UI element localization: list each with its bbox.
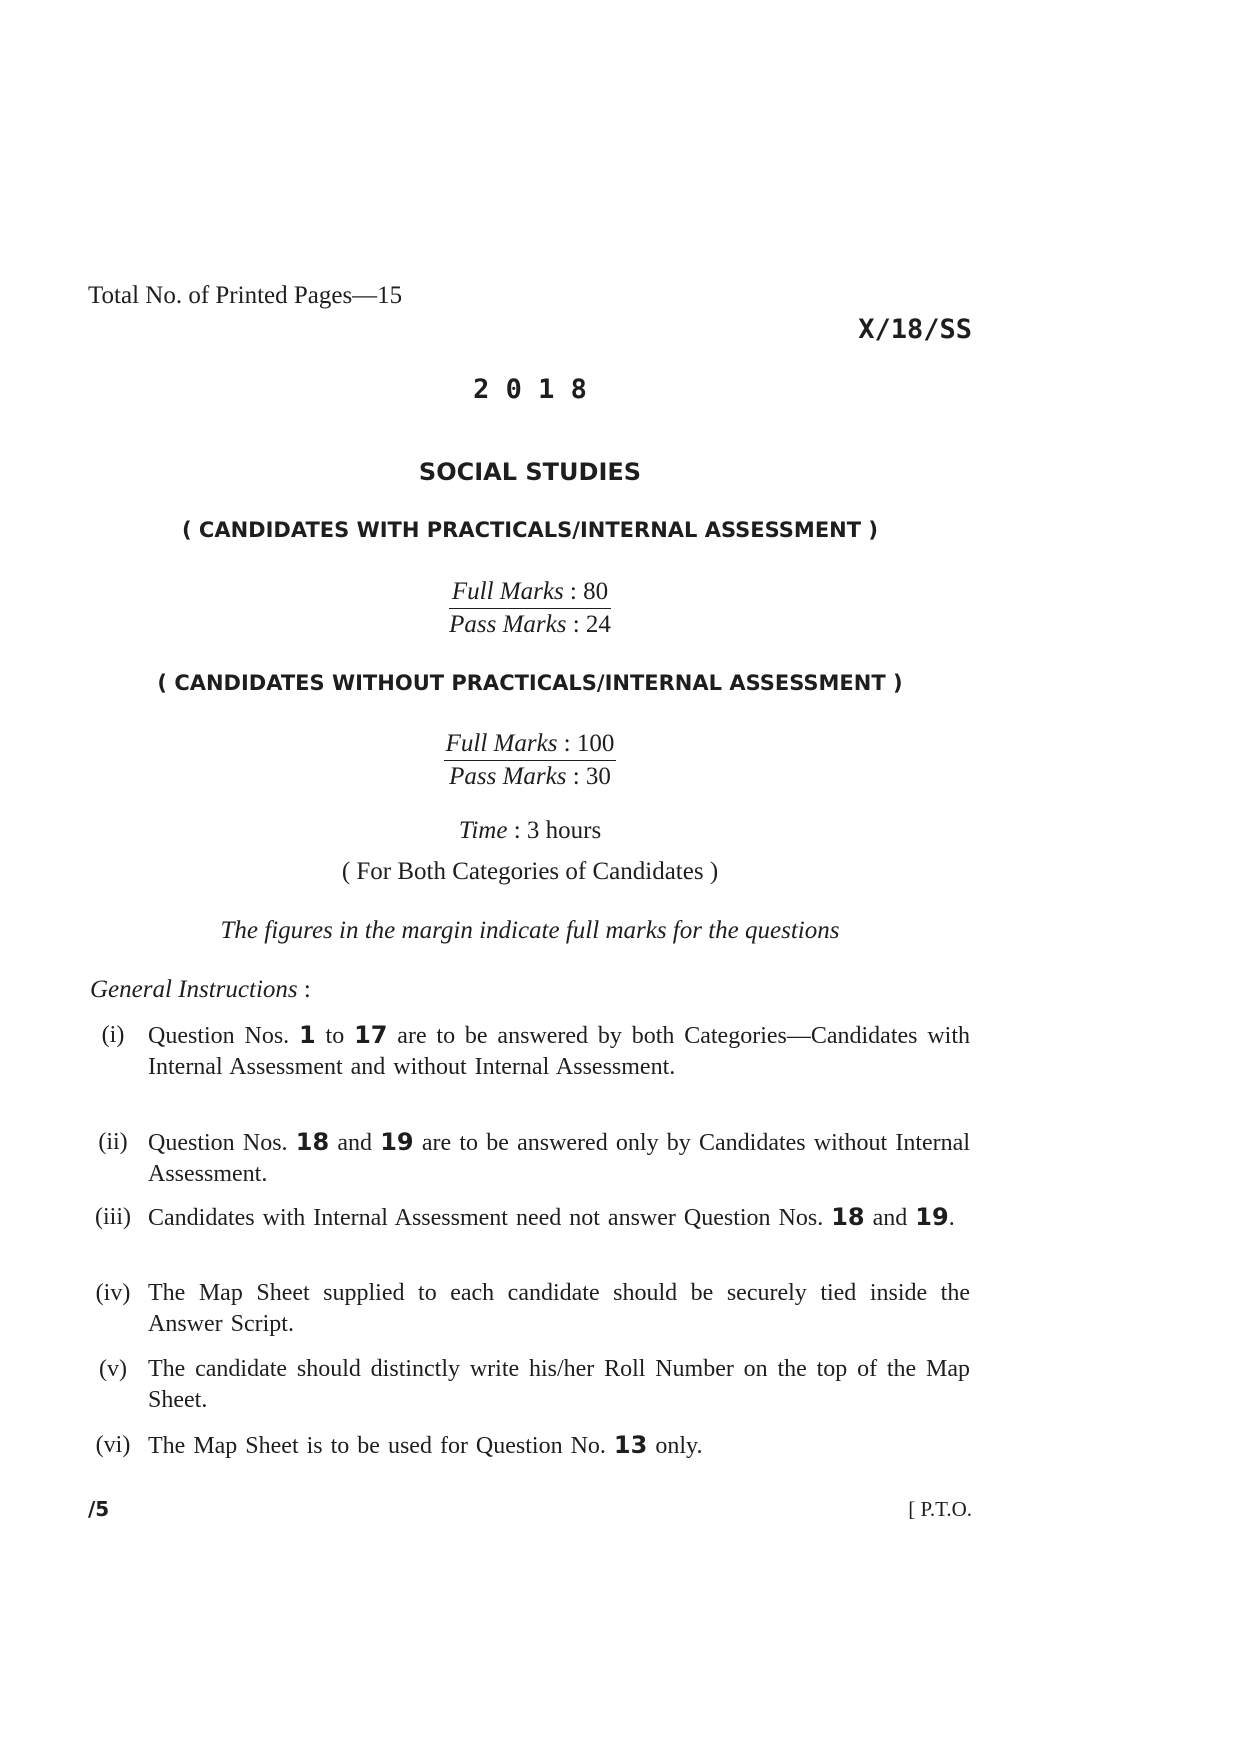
full-marks-80: Full Marks : 80 xyxy=(449,576,611,609)
instruction-text-segment: Question Nos. xyxy=(148,1130,296,1156)
category-without-heading: ( CANDIDATES WITHOUT PRACTICALS/INTERNAL ASSESSMENT ) xyxy=(157,671,903,695)
instruction-number: (iv) xyxy=(95,1280,131,1306)
instruction-text xyxy=(148,1020,970,1083)
category-with-heading: ( CANDIDATES WITH PRACTICALS/INTERNAL ASSESSMENT ) xyxy=(182,518,878,542)
instruction-number: (iii) xyxy=(95,1204,131,1230)
instruction-item xyxy=(90,1202,970,1234)
instruction-text xyxy=(148,1202,970,1234)
instruction-text-segment: Question Nos. xyxy=(148,1023,300,1049)
margin-note: The figures in the margin indicate full marks for the questions xyxy=(220,917,840,944)
subject-title: SOCIAL STUDIES xyxy=(418,458,642,486)
total-printed-pages: Total No. of Printed Pages—15 xyxy=(88,282,403,309)
instruction-item xyxy=(90,1354,970,1416)
category-with-marks xyxy=(0,576,1060,641)
instruction-number: (i) xyxy=(101,1022,125,1048)
full-marks-100: Full Marks : 100 xyxy=(444,728,617,761)
pass-marks-30: Pass Marks : 30 xyxy=(449,763,611,790)
instruction-text-segment: and xyxy=(864,1205,916,1231)
instruction-number: (v) xyxy=(99,1356,127,1382)
question-number: 13 xyxy=(613,1431,648,1459)
question-number: 19 xyxy=(380,1128,414,1156)
paper-code: X/18/SS xyxy=(858,314,972,345)
question-number: 1 xyxy=(299,1021,316,1049)
instruction-text-segment: only. xyxy=(647,1433,703,1459)
time-note: ( For Both Categories of Candidates ) xyxy=(341,858,719,885)
instruction-text-segment: The Map Sheet supplied to each candidate should be securely tied inside the Answer Script. xyxy=(148,1280,970,1337)
instruction-text xyxy=(148,1354,970,1416)
question-number: 17 xyxy=(354,1021,388,1049)
instruction-text-segment: Candidates with Internal Assessment need not answer Question Nos. xyxy=(148,1205,832,1231)
footer-page-code: /5 xyxy=(88,1497,110,1521)
instruction-text xyxy=(148,1278,970,1340)
instruction-item xyxy=(90,1430,970,1462)
instruction-text-segment: . xyxy=(948,1205,955,1231)
instruction-text-segment: The Map Sheet is to be used for Question No. xyxy=(148,1433,614,1459)
instruction-item xyxy=(90,1020,970,1083)
exam-time: Time : 3 hours xyxy=(458,817,602,844)
instruction-text-segment: and xyxy=(329,1130,381,1156)
general-instructions-title: General Instructions : xyxy=(90,976,311,1003)
instruction-text-segment: are to be answered only by Candidates without Internal Assessment. xyxy=(148,1130,970,1187)
pass-marks-24: Pass Marks : 24 xyxy=(449,611,611,638)
question-number: 18 xyxy=(831,1203,865,1231)
exam-year: 2 0 1 8 xyxy=(473,374,587,405)
question-number: 19 xyxy=(915,1203,949,1231)
instruction-item xyxy=(90,1278,970,1340)
footer-pto: [ P.T.O. xyxy=(908,1497,972,1521)
instruction-text xyxy=(148,1430,970,1462)
category-without-marks xyxy=(0,728,1060,793)
instruction-text-segment: to xyxy=(315,1023,355,1049)
instruction-number: (vi) xyxy=(95,1432,131,1458)
instruction-item xyxy=(90,1127,970,1190)
question-number: 18 xyxy=(295,1128,330,1156)
instruction-text xyxy=(148,1127,970,1190)
instruction-text-segment: are to be answered by both Categories—Candidates with Internal Assessment and without Internal Assessment. xyxy=(148,1023,970,1080)
instruction-number: (ii) xyxy=(98,1129,128,1155)
instruction-text-segment: The candidate should distinctly write his/her Roll Number on the top of the Map Sheet. xyxy=(148,1356,970,1413)
